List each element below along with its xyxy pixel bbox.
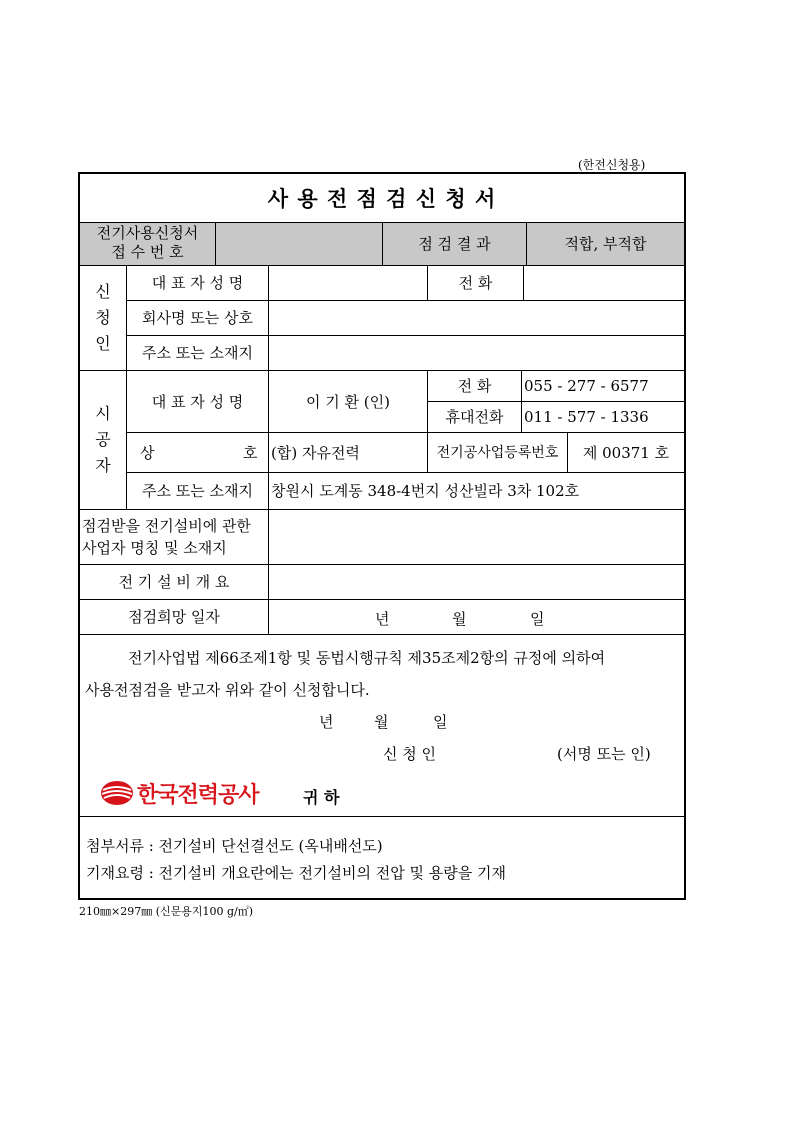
contractor-address-value[interactable]: 창원시 도계동 348-4번지 성산빌라 3차 102호	[271, 482, 580, 500]
applicant-phone-label: 전 화	[458, 274, 493, 292]
date-month: 월	[452, 610, 467, 628]
declaration-line2: 사용전점검을 받고자 위와 같이 신청합니다.	[85, 681, 370, 699]
contractor-mobile-label: 휴대전화	[445, 408, 504, 426]
contractor-phone-value[interactable]: 055 - 277 - 6577	[524, 376, 649, 395]
declaration-year: 년	[319, 713, 334, 731]
paper-size-note: 210㎜×297㎜ (신문용지100 g/㎡)	[79, 905, 254, 918]
result-label: 점 검 결 과	[418, 235, 491, 253]
inspection-date-input[interactable]	[269, 600, 684, 634]
contractor-rep-name-label: 대 표 자 성 명	[151, 392, 244, 411]
declaration-sign-label: (서명 또는 인)	[557, 745, 651, 763]
attachments-line1: 첨부서류 : 전기설비 단선결선도 (옥내배선도)	[86, 837, 383, 855]
declaration-day: 일	[433, 713, 448, 731]
usage-note: (한전신청용)	[578, 158, 646, 172]
honorific: 귀 하	[303, 788, 340, 807]
applicant-address-input[interactable]	[269, 336, 684, 370]
receipt-label-line1: 전기사용신청서	[96, 224, 199, 242]
contractor-trade-value[interactable]: (합) 자유전력	[271, 443, 360, 462]
facility-summary-label: 전 기 설 비 개 요	[118, 573, 230, 591]
receipt-number-input[interactable]	[216, 223, 382, 265]
date-year: 년	[375, 610, 390, 628]
contractor-mobile-value[interactable]: 011 - 577 - 1336	[524, 407, 649, 426]
business-label-line1: 점검받을 전기설비에 관한	[82, 517, 251, 535]
contractor-reg-value[interactable]: 제 00371 호	[582, 443, 670, 462]
kepco-logo-icon	[100, 780, 134, 806]
declaration-line1: 전기사업법 제66조제1항 및 동법시행규칙 제35조제2항의 규정에 의하여	[128, 649, 606, 667]
contractor-rep-name-value[interactable]: 이 기 환 (인)	[306, 392, 390, 411]
applicant-company-label: 회사명 또는 상호	[142, 309, 253, 327]
applicant-rep-name-label: 대 표 자 성 명	[151, 274, 244, 292]
contractor-address-label: 주소 또는 소재지	[142, 482, 253, 500]
result-value[interactable]: 적합, 부적합	[564, 235, 647, 253]
contractor-reg-label: 전기공사업등록번호	[436, 445, 559, 461]
contractor-trade-label-2: 호	[243, 443, 258, 462]
receipt-label-line2: 접 수 번 호	[111, 243, 184, 261]
inspection-date-label: 점검희망 일자	[128, 608, 220, 626]
applicant-company-input[interactable]	[269, 301, 684, 335]
attachments-line2: 기재요령 : 전기설비 개요란에는 전기설비의 전압 및 용량을 기재	[86, 864, 506, 882]
org-name: 한국전력공사	[137, 783, 259, 808]
receipt-label	[80, 224, 215, 262]
business-input[interactable]	[269, 510, 684, 564]
contractor-side-label: 시 공 자	[95, 403, 111, 475]
declaration-month: 월	[374, 713, 389, 731]
date-day: 일	[530, 610, 545, 628]
business-label	[80, 515, 270, 559]
facility-summary-input[interactable]	[269, 565, 684, 599]
business-label-line2: 사업자 명칭 및 소재지	[82, 539, 227, 557]
contractor-trade-label-1: 상	[140, 443, 155, 462]
applicant-rep-name-input[interactable]	[269, 266, 427, 300]
form-title: 사 용 전 점 검 신 청 서	[267, 186, 497, 211]
declaration-applicant-label: 신 청 인	[383, 745, 437, 763]
applicant-address-label: 주소 또는 소재지	[142, 344, 253, 362]
applicant-side-label: 신 청 인	[95, 281, 111, 353]
contractor-phone-label: 전 화	[457, 377, 492, 395]
applicant-phone-input[interactable]	[524, 266, 684, 300]
